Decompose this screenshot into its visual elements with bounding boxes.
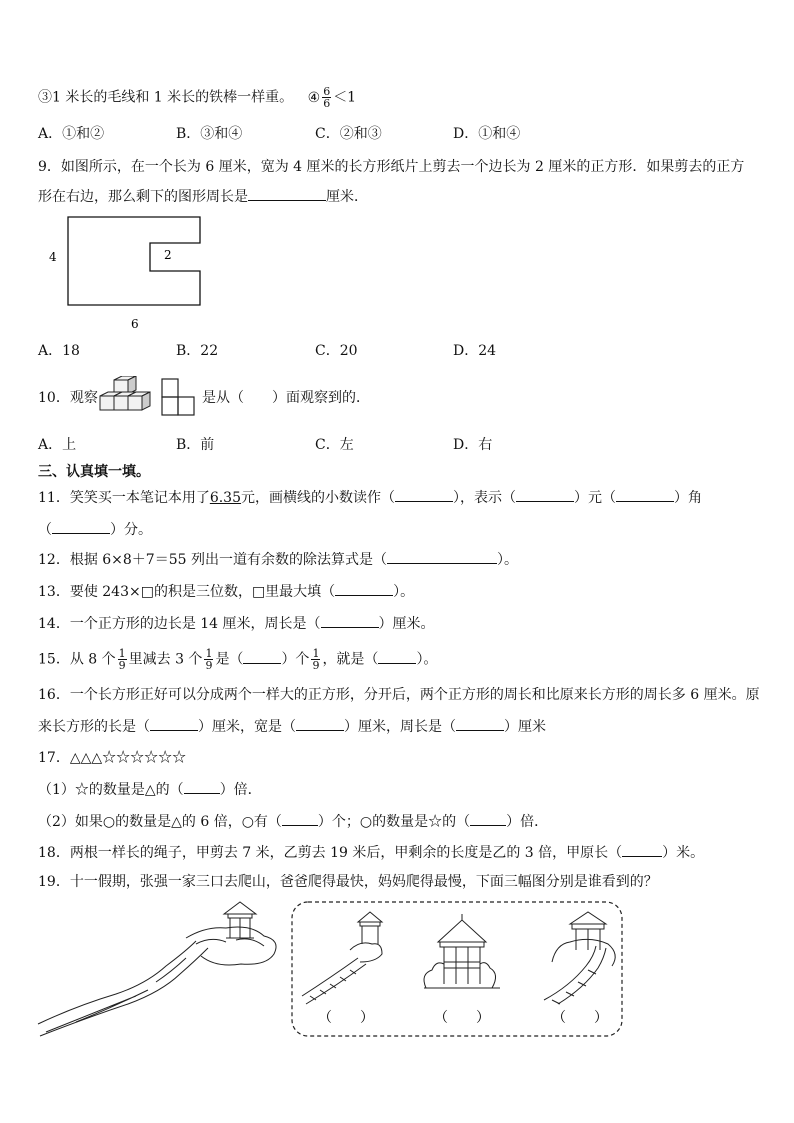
- q15-fraction-3-den: 9: [312, 659, 320, 672]
- q9-line1: 9．如图所示，在一个长为 6 厘米，宽为 4 厘米的长方形纸片上剪去一个边长为 2 厘米的正方形．如果剪去的正方: [38, 159, 745, 175]
- q13-line: [38, 581, 414, 602]
- q17-blank-3[interactable]: [470, 811, 506, 826]
- q15-text-e: ，就是（: [322, 651, 379, 668]
- q12-blank[interactable]: [387, 549, 497, 564]
- q16-blank-length[interactable]: [150, 716, 198, 731]
- q15-fraction-1-num: 1: [118, 647, 126, 660]
- q17-part2: [38, 811, 548, 832]
- q15-fraction-3-num: 1: [312, 647, 320, 660]
- q16-line1: 16．一个长方形正好可以分成两个一样大的正方形，分开后，两个正方形的周长和比原来长方形的周长多 6 厘米。原: [38, 687, 760, 703]
- q11-blank-jiao[interactable]: [616, 487, 674, 502]
- q13-text-b: ）。: [393, 584, 415, 600]
- q10-option-d[interactable]: D．右: [453, 437, 493, 453]
- q8-option-a[interactable]: A．①和②: [38, 126, 105, 142]
- q11-text-c: ），表示（: [453, 490, 516, 506]
- q9-answer-blank[interactable]: [248, 186, 326, 201]
- q11-text-a: 11．笑笑买一本笔记本用了: [38, 490, 210, 506]
- q14-blank[interactable]: [321, 613, 379, 628]
- q15-text-f: ）。: [416, 651, 438, 668]
- q11-line2-b: ）分。: [110, 522, 152, 538]
- q11-line2-a: （: [38, 522, 52, 538]
- q16-text-a: 来长方形的长是（: [38, 719, 150, 735]
- q11-blank-yuan[interactable]: [516, 487, 574, 502]
- q15-line: [38, 648, 437, 671]
- q17-part1: [38, 779, 262, 800]
- q16-blank-perimeter[interactable]: [456, 716, 504, 731]
- q12-text-a: 12．根据 6×8＋7＝55 列出一道有余数的除法算式是（: [38, 552, 387, 568]
- q15-text-d: ）个: [281, 651, 310, 668]
- q11-text-b: 元，画横线的小数读作（: [241, 490, 395, 506]
- q9-option-a[interactable]: A．18: [38, 343, 80, 359]
- q8-item4-suffix: ＜1: [333, 89, 357, 106]
- q9-line2: [38, 186, 368, 207]
- q8-item4-num: 6: [323, 85, 331, 98]
- q11-line2: [38, 519, 152, 540]
- q9-line2-b: 厘米．: [326, 189, 368, 205]
- q8-item3: ③1 米长的毛线和 1 米长的铁棒一样重。: [38, 89, 294, 106]
- q10-option-b[interactable]: B．前: [176, 437, 215, 453]
- q10-suffix: 是从（ ）面观察到的．: [202, 390, 370, 406]
- q10-option-a[interactable]: A．上: [38, 437, 77, 453]
- q8-item4-prefix: ④: [307, 89, 321, 106]
- q15-fraction-2: [204, 648, 213, 671]
- q14-text-a: 14．一个正方形的边长是 14 厘米，周长是（: [38, 616, 321, 632]
- q19-view-3: [544, 912, 615, 1004]
- section3-heading: 三、认真填一填。: [38, 464, 150, 480]
- q15-fraction-1: [118, 648, 127, 671]
- q11-amount: 6.35: [209, 490, 241, 506]
- q19-paren-1[interactable]: （ ）: [318, 1010, 374, 1026]
- q17-part2-c: ）倍．: [506, 814, 549, 830]
- q14-text-b: ）厘米。: [378, 616, 435, 632]
- q10-view-figure: [160, 377, 200, 417]
- q19-view-1: [302, 912, 382, 1004]
- q18-line: [38, 842, 704, 863]
- q16-text-d: ）厘米: [504, 719, 546, 735]
- q9-option-d[interactable]: D．24: [453, 343, 497, 359]
- q9-option-c[interactable]: C．20: [315, 343, 358, 359]
- q9-line2-a: 形在右边，那么剩下的图形周长是: [38, 189, 248, 205]
- q11-text-d: ）元（: [574, 490, 616, 506]
- q12-text-b: ）。: [496, 552, 518, 568]
- q15-fraction-2-den: 9: [205, 659, 213, 672]
- q8-item4-den: 6: [323, 97, 331, 110]
- q8-item3-line: [38, 86, 356, 109]
- q17-blank-2[interactable]: [282, 811, 318, 826]
- q17-part2-b: ）个；○的数量是☆的（: [317, 814, 471, 830]
- q8-option-c[interactable]: C．②和③: [315, 126, 382, 142]
- q16-text-b: ）厘米，宽是（: [198, 719, 296, 735]
- q17-blank-1[interactable]: [184, 779, 220, 794]
- q19-view-2: [424, 914, 500, 988]
- q14-line: [38, 613, 435, 634]
- q15-text-c: 是（: [215, 651, 244, 668]
- q9-figure-shape: [68, 217, 200, 305]
- q19-line: 19．十一假期，张强一家三口去爬山，爸爸爬得最快，妈妈爬得最慢，下面三幅图分别是谁看到的？: [38, 874, 658, 890]
- q12-line: [38, 549, 518, 570]
- q18-text-a: 18．两根一样长的绳子，甲剪去 7 米，乙剪去 19 米后，甲剩余的长度是乙的 3 倍，甲原长（: [38, 845, 623, 861]
- q10-prefix: 10．观察: [38, 390, 98, 406]
- q17-line: 17．△△△☆☆☆☆☆☆: [38, 750, 187, 766]
- q16-text-c: ）厘米，周长是（: [344, 719, 456, 735]
- q9-figure-cut-label: 2: [164, 248, 172, 262]
- q13-text-a: 13．要使 243×□的积是三位数，□里最大填（: [38, 584, 336, 600]
- q10-cubes-3d-figure: [96, 376, 156, 418]
- q15-blank-count[interactable]: [243, 649, 281, 664]
- q17-part1-b: ）倍．: [219, 782, 262, 798]
- q15-text-b: 里减去 3 个: [128, 651, 203, 668]
- q19-mountain-picture: [36, 896, 286, 1046]
- q16-line2: [38, 716, 546, 737]
- q18-blank[interactable]: [622, 842, 662, 857]
- q10-option-c[interactable]: C．左: [315, 437, 354, 453]
- q8-option-d[interactable]: D．①和④: [453, 126, 521, 142]
- q15-fraction-3: [311, 648, 320, 671]
- q15-fraction-2-num: 1: [205, 647, 213, 660]
- q17-part2-a: （2）如果○的数量是△的 6 倍，○有（: [38, 814, 282, 830]
- q15-fraction-1-den: 9: [118, 659, 126, 672]
- q15-text-a: 15．从 8 个: [38, 651, 116, 668]
- q9-option-b[interactable]: B．22: [176, 343, 219, 359]
- q9-figure: [40, 205, 220, 335]
- q16-blank-width[interactable]: [296, 716, 344, 731]
- q13-blank[interactable]: [335, 581, 393, 596]
- q11-text-e: ）角: [674, 490, 702, 506]
- q15-blank-result[interactable]: [378, 649, 416, 664]
- q11-line1: [38, 487, 702, 508]
- q19-views-box: [290, 900, 626, 1040]
- q11-blank-fen[interactable]: [52, 519, 110, 534]
- q9-figure-height-label: 4: [49, 250, 57, 264]
- q9-figure-width-label: 6: [131, 317, 139, 331]
- q18-text-b: ）米。: [662, 845, 705, 861]
- q8-option-b[interactable]: B．③和④: [176, 126, 243, 142]
- q19-paren-3[interactable]: （ ）: [552, 1010, 608, 1026]
- q19-paren-2[interactable]: （ ）: [434, 1010, 490, 1026]
- q11-blank-read[interactable]: [395, 487, 453, 502]
- q8-item4-fraction: [322, 86, 331, 109]
- q17-part1-a: （1）☆的数量是△的（: [38, 782, 184, 798]
